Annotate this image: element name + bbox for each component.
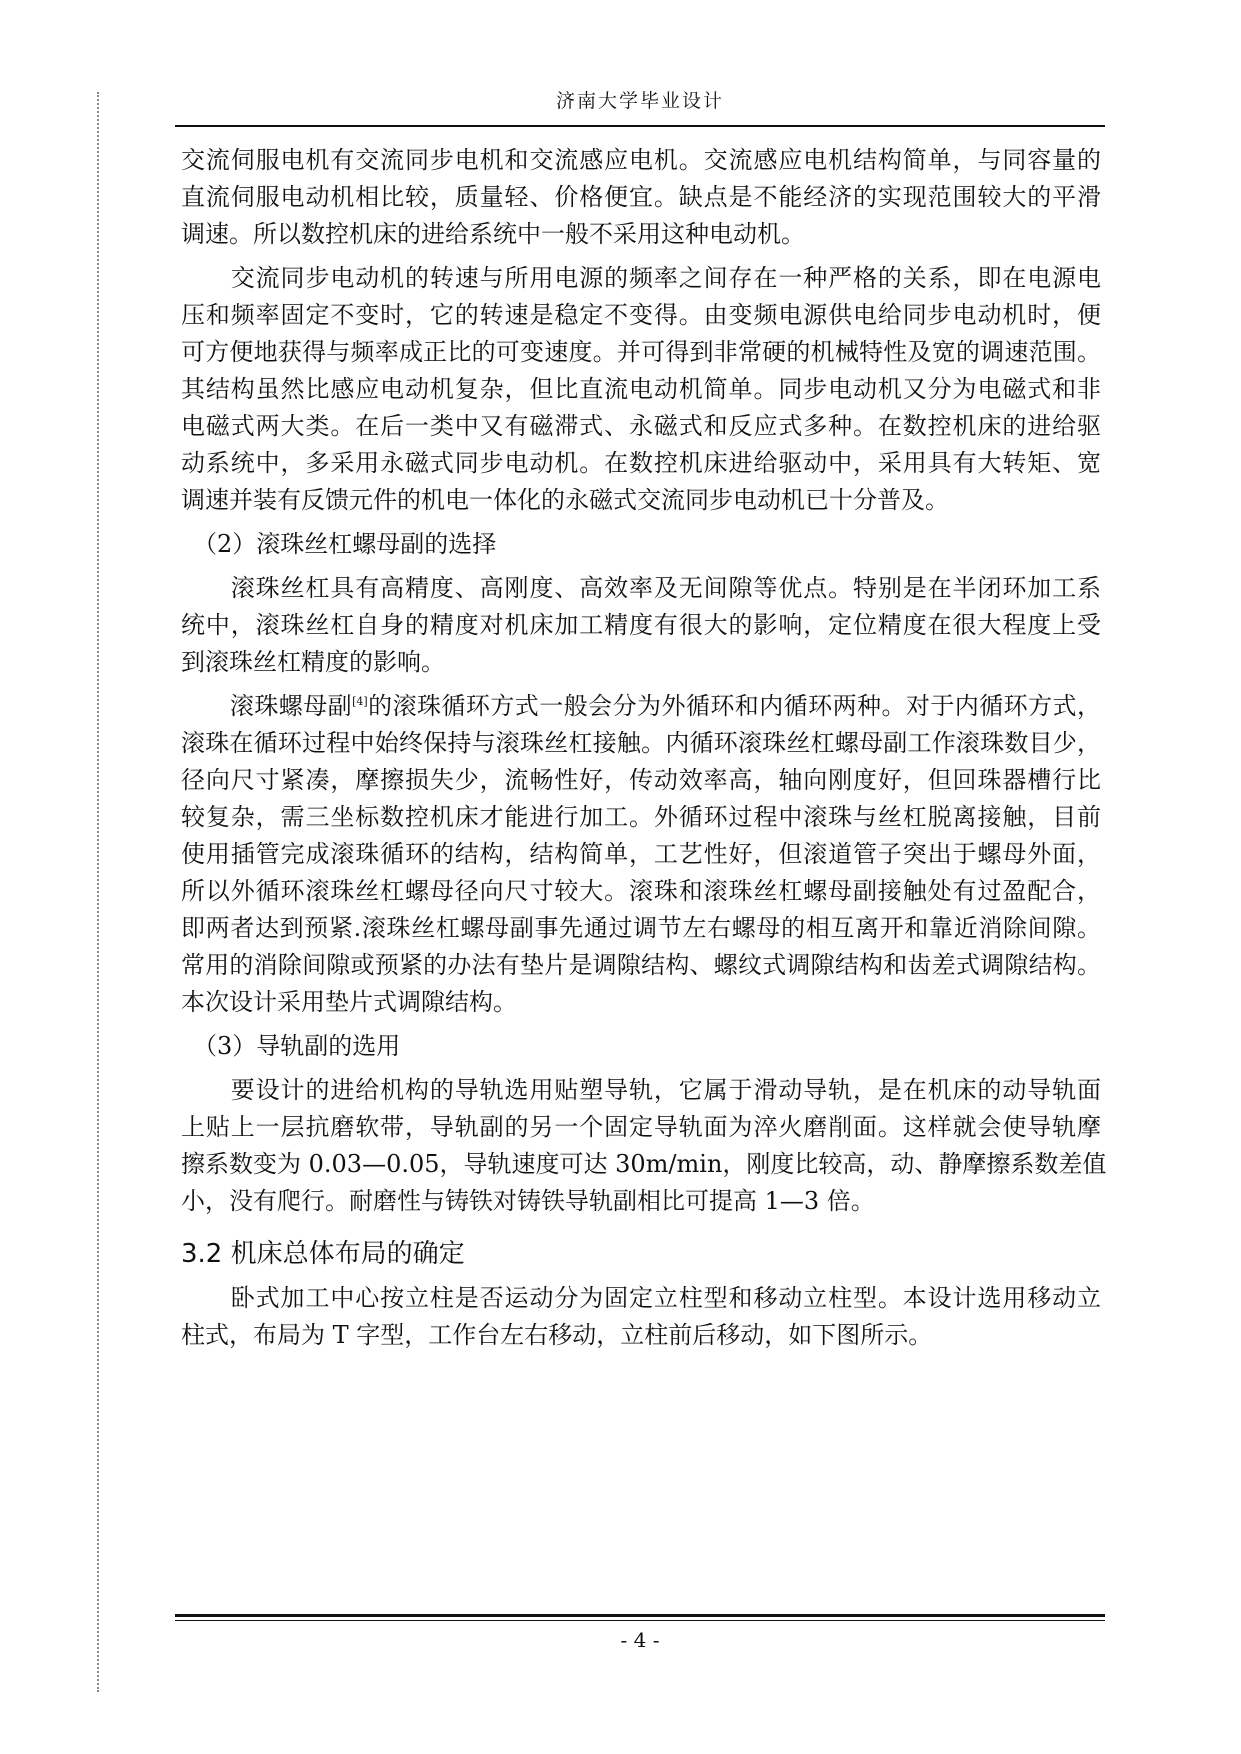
document-body — [181, 142, 1107, 1354]
subsection-heading: （2）滚珠丝杠螺母副的选择 — [181, 530, 497, 558]
body-line: 较复杂，需三坐标数控机床才能进行加工。外循环过程中滚珠与丝杠脱离接触，目前 — [181, 803, 1101, 831]
body-line: 交流伺服电机有交流同步电机和交流感应电机。交流感应电机结构简单，与同容量的 — [181, 146, 1101, 174]
body-line: 可方便地获得与频率成正比的可变速度。并可得到非常硬的机械特性及宽的调速范围。 — [181, 338, 1101, 366]
body-line: 动系统中，多采用永磁式同步电动机。在数控机床进给驱动中，采用具有大转矩、宽 — [181, 449, 1101, 477]
body-line: 上贴上一层抗磨软带，导轨副的另一个固定导轨面为淬火磨削面。这样就会使导轨摩 — [181, 1113, 1101, 1141]
body-line: 径向尺寸紧凑，摩擦损失少，流畅性好，传动效率高，轴向刚度好，但回珠器槽行比 — [181, 766, 1101, 794]
body-line: 擦系数变为 0.03—0.05，导轨速度可达 30m/min，刚度比较高，动、静摩擦系数差值 — [181, 1150, 1107, 1178]
body-line: 其结构虽然比感应电动机复杂，但比直流电动机简单。同步电动机又分为电磁式和非 — [181, 375, 1101, 403]
page-header-title: 济南大学毕业设计 — [555, 90, 724, 112]
body-text-fragment: 滚珠螺母副 — [181, 692, 353, 720]
page-number: - 4 - — [620, 1628, 660, 1652]
body-line: 交流同步电动机的转速与所用电源的频率之间存在一种严格的关系，即在电源电 — [181, 264, 1101, 292]
body-line: 小，没有爬行。耐磨性与铸铁对铸铁导轨副相比可提高 1—3 倍。 — [181, 1187, 875, 1215]
body-line: 调速并装有反馈元件的机电一体化的永磁式交流同步电动机已十分普及。 — [181, 486, 949, 514]
body-line: 常用的消除间隙或预紧的办法有垫片是调隙结构、螺纹式调隙结构和齿差式调隙结构。 — [181, 951, 1101, 979]
footer-rule-thin — [175, 1620, 1105, 1621]
body-line: 压和频率固定不变时，它的转速是稳定不变得。由变频电源供电给同步电动机时，便 — [181, 301, 1101, 329]
footer-rule-thick — [175, 1614, 1105, 1617]
body-line: 滚珠丝杠具有高精度、高刚度、高效率及无间隙等优点。特别是在半闭环加工系 — [181, 574, 1101, 602]
body-line: 要设计的进给机构的导轨选用贴塑导轨，它属于滑动导轨，是在机床的动导轨面 — [181, 1076, 1101, 1104]
body-line: 直流伺服电动机相比较，质量轻、价格便宜。缺点是不能经济的实现范围较大的平滑 — [181, 183, 1101, 211]
body-text-fragment: 的滚珠循环方式一般会分为外循环和内循环两种。对于内循环方式， — [367, 692, 1102, 720]
body-line: 柱式，布局为 T 字型，工作台左右移动，立柱前后移动，如下图所示。 — [181, 1321, 933, 1349]
body-line: 统中，滚珠丝杠自身的精度对机床加工精度有很大的影响，定位精度在很大程度上受 — [181, 611, 1101, 639]
body-line: 电磁式两大类。在后一类中又有磁滞式、永磁式和反应式多种。在数控机床的进给驱 — [181, 412, 1101, 440]
body-line: 到滚珠丝杠精度的影响。 — [181, 648, 445, 676]
section-heading: 3.2 机床总体布局的确定 — [181, 1239, 465, 1269]
body-line: 即两者达到预紧.滚珠丝杠螺母副事先通过调节左右螺母的相互离开和靠近消除间隙。 — [181, 914, 1101, 942]
body-line: 所以外循环滚珠丝杠螺母径向尺寸较大。滚珠和滚珠丝杠螺母副接触处有过盈配合， — [181, 877, 1101, 905]
header-rule — [175, 125, 1105, 127]
body-line: 滚珠在循环过程中始终保持与滚珠丝杠接触。内循环滚珠丝杠螺母副工作滚珠数目少， — [181, 729, 1101, 757]
body-line: 调速。所以数控机床的进给系统中一般不采用这种电动机。 — [181, 220, 805, 248]
subsection-heading: （3）导轨副的选用 — [181, 1032, 401, 1060]
citation-ref: [4] — [352, 695, 368, 708]
body-line: 本次设计采用垫片式调隙结构。 — [181, 988, 517, 1016]
binding-margin-line — [97, 92, 99, 1692]
body-line: 卧式加工中心按立柱是否运动分为固定立柱型和移动立柱型。本设计选用移动立 — [181, 1284, 1101, 1312]
body-line: 使用插管完成滚珠循环的结构，结构简单，工艺性好，但滚道管子突出于螺母外面， — [181, 840, 1101, 868]
body-line-with-citation — [181, 688, 1101, 725]
